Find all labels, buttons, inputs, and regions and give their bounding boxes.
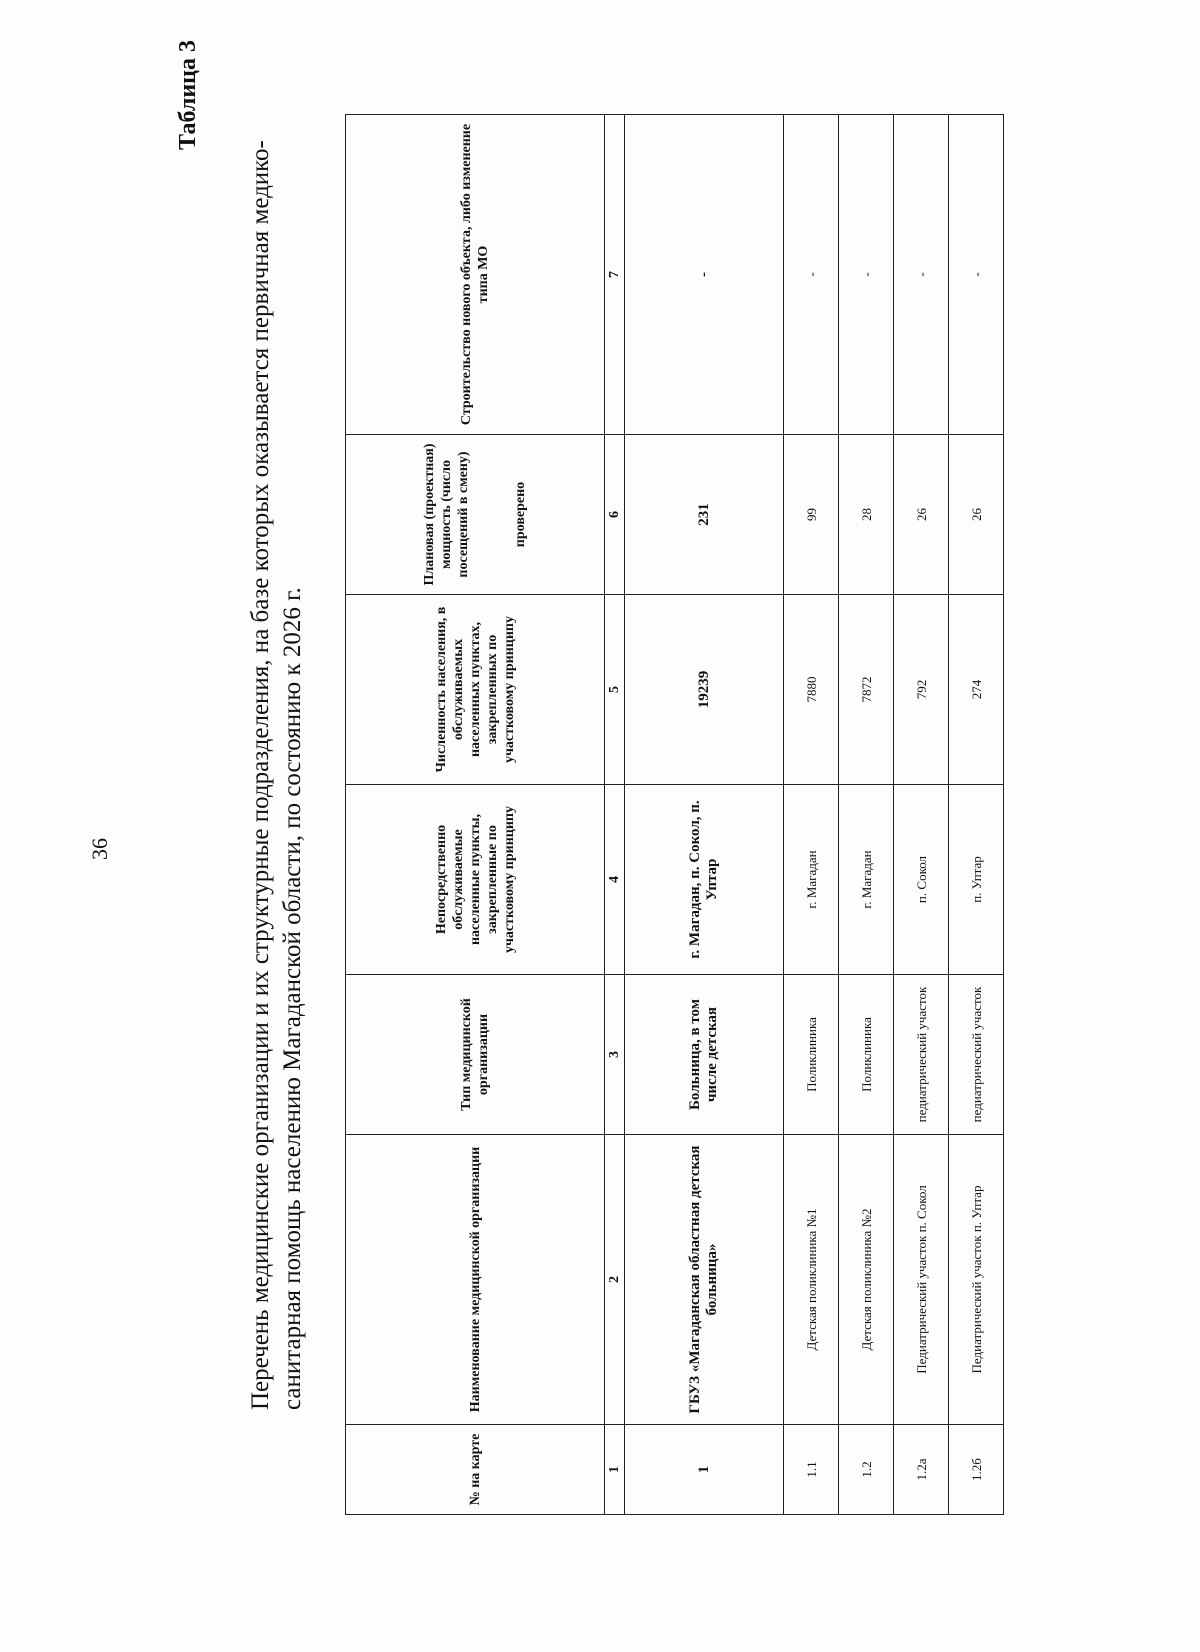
column-number: 6 <box>605 435 625 595</box>
table-cell: 28 <box>839 435 894 595</box>
table-cell: г. Магадан <box>784 785 839 975</box>
table-cell: Больница, в том числе детская <box>625 975 784 1135</box>
table-cell: Педиатрический участок п. Уптар <box>949 1135 1004 1425</box>
table-cell: педиатрический участок <box>894 975 949 1135</box>
column-number: 7 <box>605 115 625 435</box>
table-cell: 1.2б <box>949 1425 1004 1515</box>
table-cell: - <box>894 115 949 435</box>
table-cell: п. Уптар <box>949 785 1004 975</box>
table-cell: 26 <box>894 435 949 595</box>
table-cell: - <box>949 115 1004 435</box>
header-row <box>346 115 605 1515</box>
table-cell: - <box>625 115 784 435</box>
table-row <box>949 115 1004 1515</box>
table-cell: п. Сокол <box>894 785 949 975</box>
table-cell: - <box>784 115 839 435</box>
table-cell: - <box>839 115 894 435</box>
header-cell-org-type: Тип медицинской организации <box>346 975 605 1135</box>
table-row <box>839 115 894 1515</box>
table-cell: 1.2 <box>839 1425 894 1515</box>
header-cell-capacity <box>346 435 605 595</box>
table-cell: 1 <box>625 1425 784 1515</box>
column-number: 4 <box>605 785 625 975</box>
table-cell: 1.1 <box>784 1425 839 1515</box>
table-cell: г. Магадан <box>839 785 894 975</box>
header-cell-map-number: № на карте <box>346 1425 605 1515</box>
table-label: Таблица 3 <box>175 40 201 150</box>
table-cell: Детская поликлиника №2 <box>839 1135 894 1425</box>
table-row <box>625 115 784 1515</box>
table-cell: 99 <box>784 435 839 595</box>
header-cell-settlements: Непосредственно обслуживаемые населенные пункты, закрепленные по участковому принципу <box>346 785 605 975</box>
column-number: 3 <box>605 975 625 1135</box>
table-cell: педиатрический участок <box>949 975 1004 1135</box>
table-cell: г. Магадан, п. Сокол, п. Уптар <box>625 785 784 975</box>
column-number: 5 <box>605 595 625 785</box>
rotated-content <box>35 40 1135 1620</box>
table-row <box>784 115 839 1515</box>
table-cell: 26 <box>949 435 1004 595</box>
header-verified-note: проверено <box>513 481 528 548</box>
data-table <box>345 114 1004 1515</box>
table-cell: 7880 <box>784 595 839 785</box>
table-row <box>894 115 949 1515</box>
table-cell: Поликлиника <box>839 975 894 1135</box>
header-cell-org-name: Наименование медицинской организации <box>346 1135 605 1425</box>
header-capacity-label: Плановая (проектная) мощность (число посещений в смену) <box>422 443 471 586</box>
header-cell-population: Численность населения, в обслуживаемых населенных пунктах, закрепленных по участковому принципу <box>346 595 605 785</box>
column-number: 1 <box>605 1425 625 1515</box>
table-cell: 231 <box>625 435 784 595</box>
table-title: Перечень медицинские организации и их структурные подразделения, на базе которых оказывается первичная медико-санитарная помощь населению Магаданской области, по состоянию к 2026 г. <box>247 140 306 1410</box>
column-number-row <box>605 115 625 1515</box>
table-cell: 19239 <box>625 595 784 785</box>
page-number: 36 <box>87 838 112 860</box>
header-cell-construction: Строительство нового объекта, либо изменение типа МО <box>346 115 605 435</box>
table-cell: 792 <box>894 595 949 785</box>
table-cell: Детская поликлиника №1 <box>784 1135 839 1425</box>
table-cell: 274 <box>949 595 1004 785</box>
table-cell: Педиатрический участок п. Сокол <box>894 1135 949 1425</box>
table-cell: Поликлиника <box>784 975 839 1135</box>
column-number: 2 <box>605 1135 625 1425</box>
table-cell: ГБУЗ «Магаданская областная детская больница» <box>625 1135 784 1425</box>
table-cell: 7872 <box>839 595 894 785</box>
table-cell: 1.2а <box>894 1425 949 1515</box>
